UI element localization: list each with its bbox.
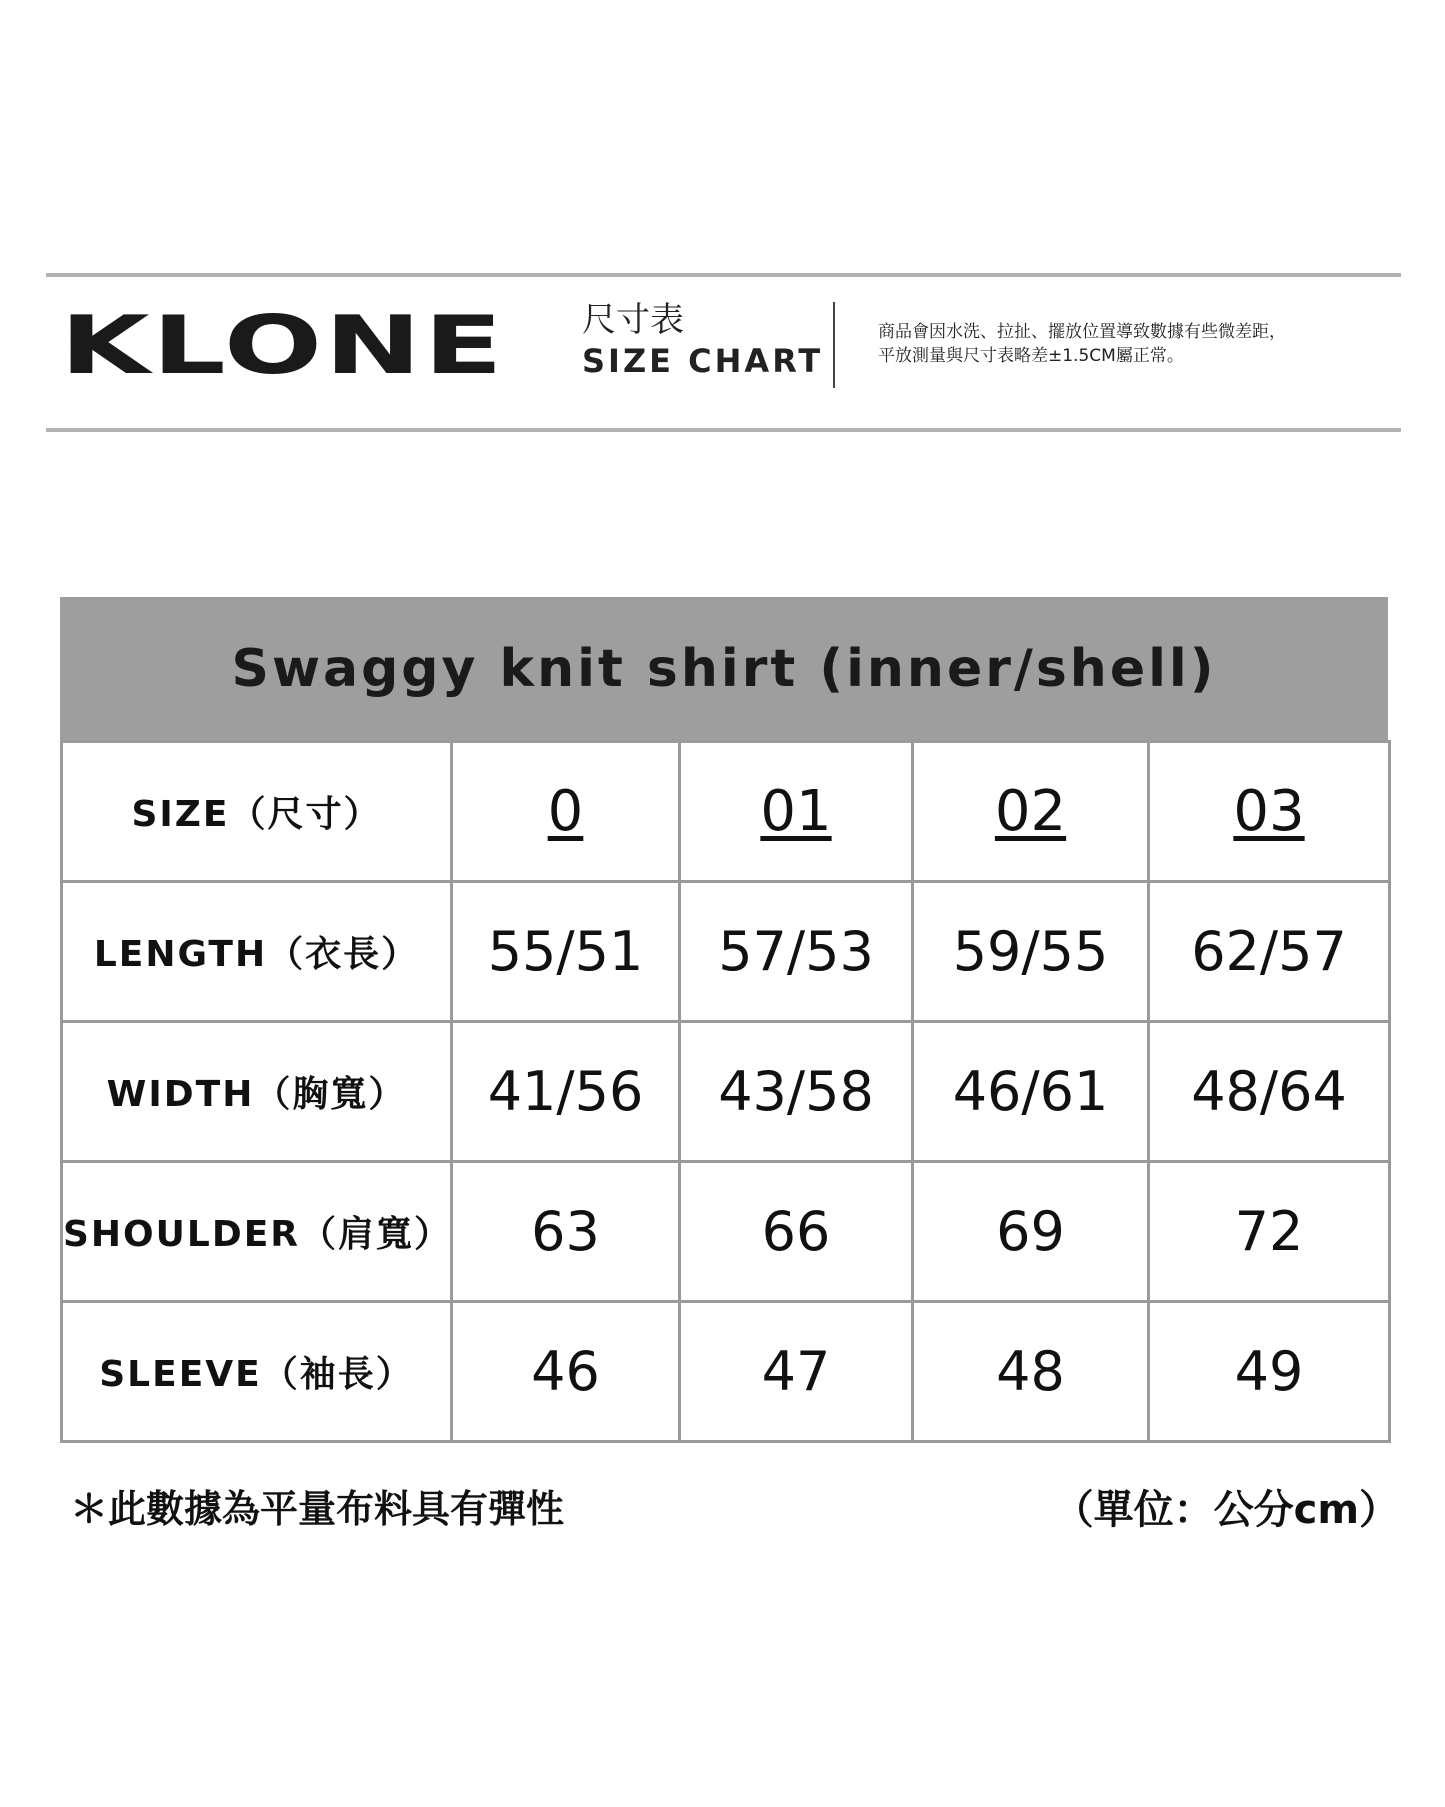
table-cell: 62/57: [1149, 882, 1390, 1022]
disclaimer: [878, 320, 1286, 368]
size-value: 0: [547, 779, 584, 844]
row-label-size: SIZE（尺寸）: [62, 742, 452, 882]
size-header-cell: [913, 742, 1149, 882]
fabric-note: ＊此數據為平量布料具有彈性: [70, 1487, 565, 1531]
top-rule: [46, 273, 1401, 277]
row-label-sleeve: SLEEVE（袖長）: [62, 1302, 452, 1442]
row-label-length: LENGTH（衣長）: [62, 882, 452, 1022]
table-cell: 66: [680, 1162, 913, 1302]
chart-title-zh: 尺寸表: [582, 300, 684, 340]
table-cell: 57/53: [680, 882, 913, 1022]
size-table: [60, 597, 1388, 1443]
table-cell: 59/55: [913, 882, 1149, 1022]
table-row-shoulder: [62, 1162, 1390, 1302]
unit-note: （單位：公分cm）: [1053, 1487, 1399, 1533]
table-cell: 55/51: [452, 882, 680, 1022]
brand-logo: KLONE: [60, 299, 506, 393]
bottom-rule: [46, 428, 1401, 432]
header-divider: [833, 302, 835, 388]
table-row-sleeve: [62, 1302, 1390, 1442]
table-cell: 48: [913, 1302, 1149, 1442]
table-cell: 63: [452, 1162, 680, 1302]
table-row-size: [62, 742, 1390, 882]
table-cell: 43/58: [680, 1022, 913, 1162]
table-cell: 48/64: [1149, 1022, 1390, 1162]
size-value: 03: [1233, 779, 1305, 844]
table-title: Swaggy knit shirt (inner/shell): [60, 597, 1388, 740]
table-cell: 46/61: [913, 1022, 1149, 1162]
table-cell: 69: [913, 1162, 1149, 1302]
table-row-length: [62, 882, 1390, 1022]
table-cell: 46: [452, 1302, 680, 1442]
table-cell: 49: [1149, 1302, 1390, 1442]
size-header-cell: [680, 742, 913, 882]
size-grid: [60, 740, 1391, 1443]
table-cell: 41/56: [452, 1022, 680, 1162]
table-row-width: [62, 1022, 1390, 1162]
disclaimer-line-2: 平放測量與尺寸表略差±1.5CM屬正常。: [878, 346, 1184, 366]
size-value: 01: [760, 779, 832, 844]
row-label-shoulder: SHOULDER（肩寬）: [62, 1162, 452, 1302]
size-header-cell: [452, 742, 680, 882]
table-cell: 72: [1149, 1162, 1390, 1302]
row-label-width: WIDTH（胸寬）: [62, 1022, 452, 1162]
table-cell: 47: [680, 1302, 913, 1442]
chart-title-en: SIZE CHART: [582, 342, 824, 380]
chart-title-block: [582, 300, 823, 382]
size-value: 02: [994, 779, 1067, 844]
size-header-cell: [1149, 742, 1390, 882]
disclaimer-line-1: 商品會因水洗、拉扯、擺放位置導致數據有些微差距，: [878, 322, 1286, 342]
